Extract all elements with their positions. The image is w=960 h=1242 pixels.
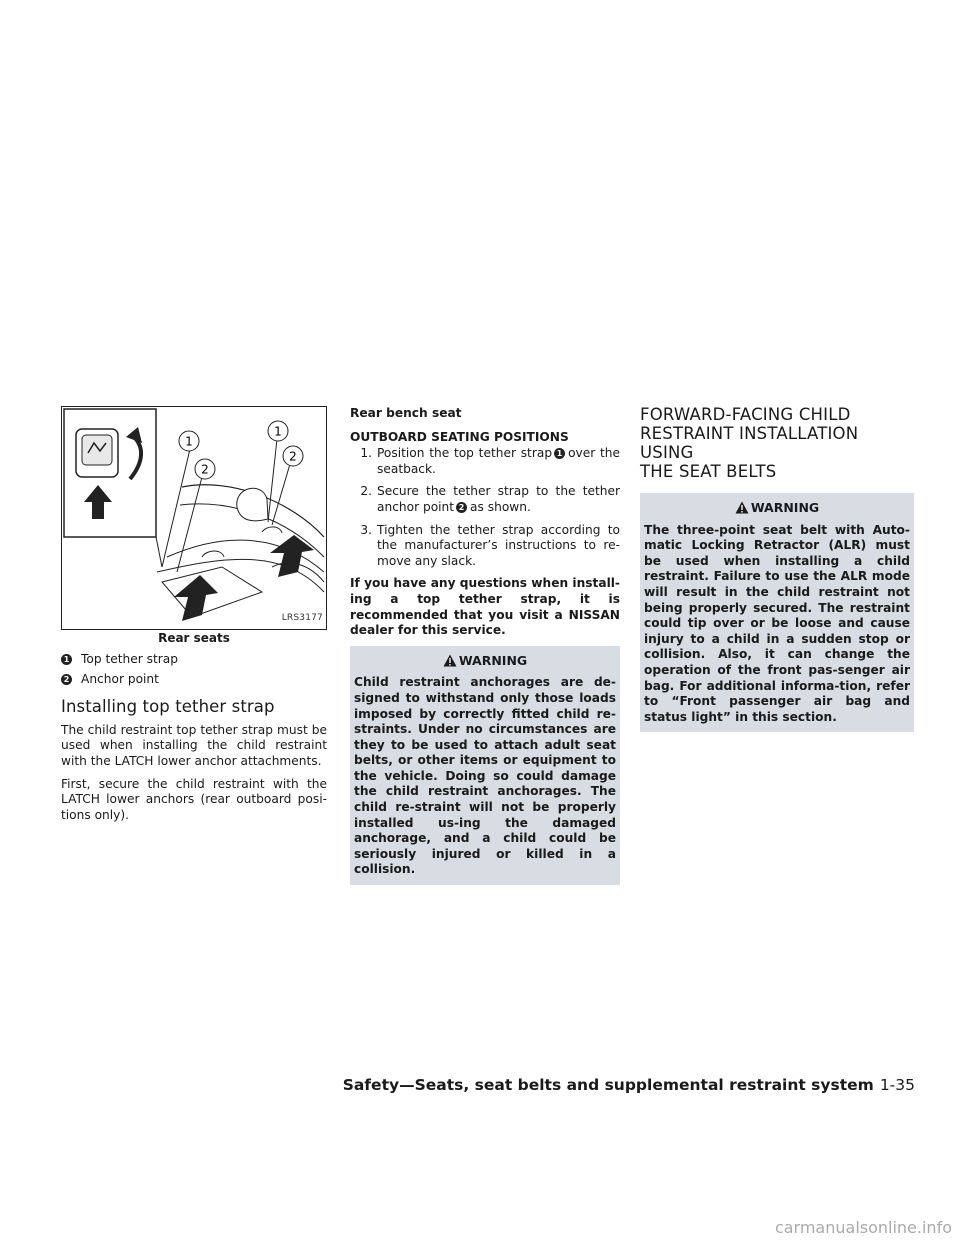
warning-triangle-icon [735,501,749,514]
watermark: carmanualsonline.info [774,1218,952,1237]
warning-header [640,493,914,523]
number-badge: 1 [61,654,72,665]
column-right [640,406,914,732]
number-badge: 2 [456,502,467,513]
figure-code: LRS3177 [281,613,323,624]
subheading: Rear bench seat [350,406,462,420]
warning-label: WARNING [750,500,820,515]
step-2 [350,484,620,515]
rear-seats-figure [61,406,327,630]
arrow-right-icon [270,535,314,577]
paragraph: The child restraint top tether strap must be used when installing the child restraint with the LATCH lower anchor attachments. [61,722,327,768]
chapter-title: Safety—Seats, seat belts and supplemental restraint system [342,1076,874,1094]
step-1 [350,446,620,477]
rear-seats-illustration [62,407,327,630]
page-number: 1-35 [879,1076,915,1094]
section-title-main: FORWARD-FACING CHILD RESTRAINT INSTALLATION USING THE SEAT BELTS [640,405,859,481]
warning-triangle-icon [443,654,457,667]
subheading-caps: OUTBOARD SEATING POSITIONS [350,429,569,444]
step-number: 2. [360,484,372,499]
legend-item-1 [61,652,327,668]
svg-text:1: 1 [185,434,193,449]
legend-label: Top tether strap [81,651,178,666]
step-text: Position the top tether strap 1 over the seatback. [377,446,620,476]
warning-box [350,646,620,885]
warning-text: Child restraint anchorages are de-signed to withstand only those loads imposed by correctly fitted child re-straints. Under no circumstances are they to be used to attach adult seat belts, or other items or equipment to the vehicle. Doing so could damage the child restraint anchorages. The child re-straint will not be properly installed us-ing the damaged anchorage, and a child could be seriously injured or killed in a collision. [354,675,616,877]
step-text: Tighten the tether strap according to the manufacturer’s instructions to re-move any slack. [377,522,620,568]
figure-caption: Rear seats [158,631,230,645]
legend-label: Anchor point [81,672,159,687]
step-text: Secure the tether strap to the tether anchor point 2 as shown. [377,484,620,514]
step-number: 3. [360,522,372,537]
step-number: 1. [360,446,372,461]
number-badge: 2 [61,674,72,685]
service-note: If you have any questions when install-ing a top tether strap, it is recommended that you visit a NISSAN dealer for this service. [350,576,620,638]
section-title: Installing top tether strap [61,696,275,716]
svg-text:2: 2 [201,462,209,477]
page-footer [343,1076,915,1094]
paragraph: First, secure the child restraint with the LATCH lower anchors (rear outboard posi-tions only). [61,776,327,822]
column-middle [350,406,620,885]
svg-text:1: 1 [274,424,282,439]
warning-header [350,646,620,676]
number-badge: 1 [554,448,565,459]
legend-item-2 [61,672,327,688]
column-left [61,406,327,830]
warning-label: WARNING [458,652,528,668]
warning-box [640,493,914,732]
warning-text: The three-point seat belt with Auto-matic Locking Retractor (ALR) must be used when installing a child restraint. Failure to use the ALR mode will result in the child restraint not being properly secured. The restraint could tip over or be loose and cause injury to a child in a sudden stop or collision. Also, it can change the operation of the front pas-senger air bag. For additional informa-tion, refer to “Front passenger air bag and status light” in this section. [644,522,910,724]
svg-text:2: 2 [289,449,297,464]
step-3 [350,523,620,570]
